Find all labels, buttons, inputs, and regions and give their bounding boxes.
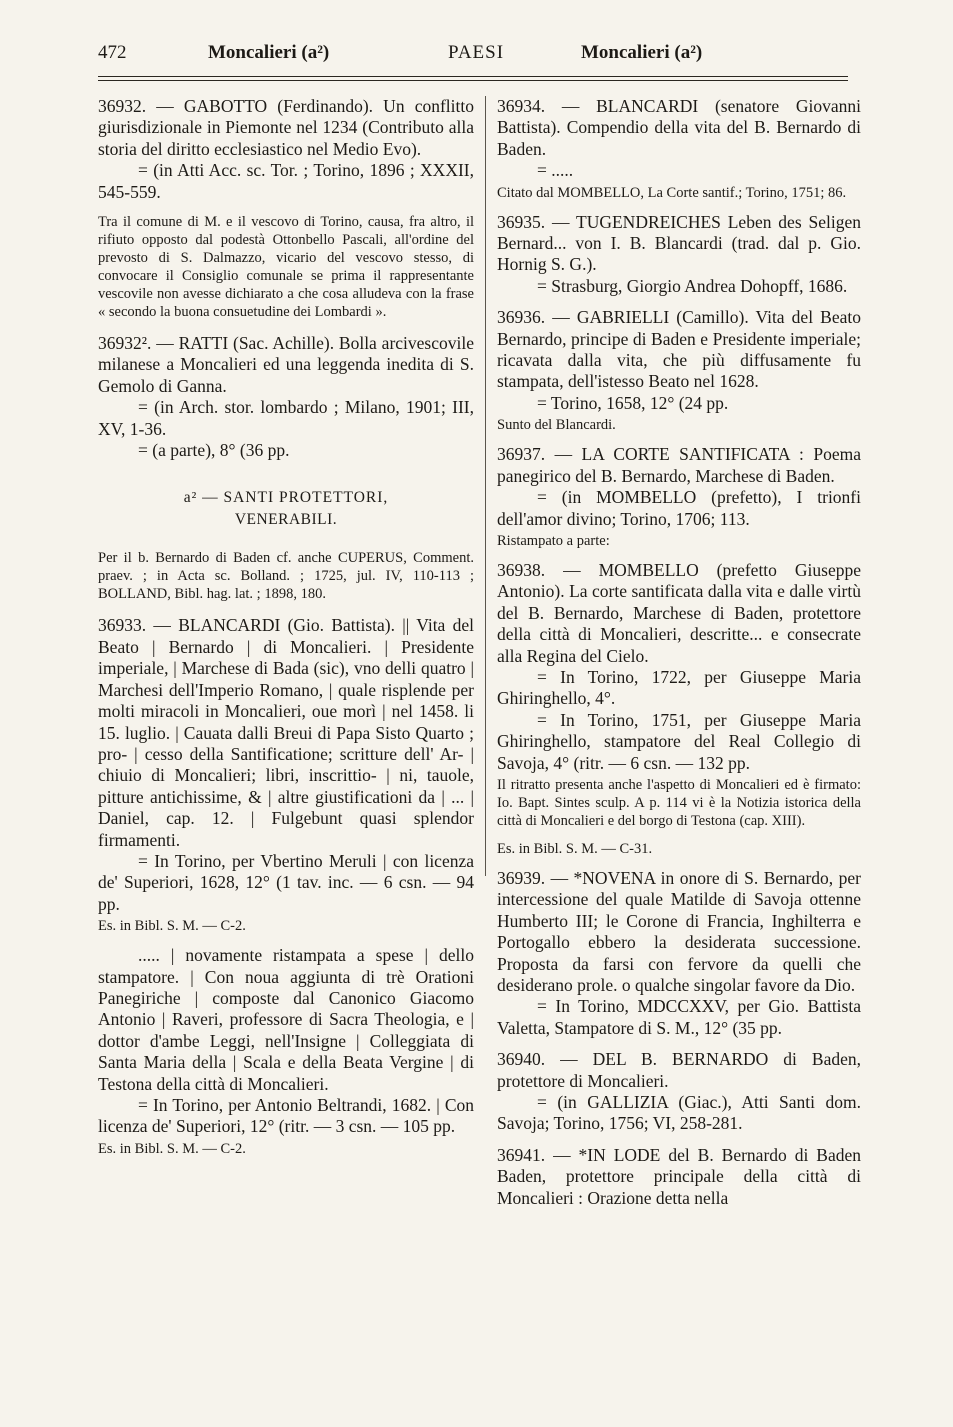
- entry-number: 36932.: [98, 96, 147, 116]
- entry-location: = Strasburg, Giorgio Andrea Dohopff, 1686.: [537, 275, 848, 296]
- entry-location: = (in Atti Acc. sc. Tor. ; Torino, 1896 ; XXXII, 545-559.: [98, 160, 474, 202]
- entry-text: — DEL B. BERNARDO di Baden, protettore di Moncalieri.: [497, 1049, 861, 1091]
- header-rule-second: [98, 80, 848, 81]
- entry-text: — *IN LODE del B. Bernardo di Baden Baden, protettore principale della città di Moncalieri : Orazione detta nella: [497, 1144, 861, 1208]
- header-rule: [98, 76, 848, 77]
- entry-text: ..... | novamente ristampata a spese | dello stampatore. | Con noua aggiunta di trè Orationi Panegiriche | composte dal Canonico Giacomo Antonio | Raveri, professore di Sacra Theologia, e | dottor d'ambe Leggi, nell'Insigne | Colleggiata di Santa Maria della | Scala e della Beata Vergine | di Testona della città di Moncalieri.: [98, 945, 474, 1094]
- entry-holding: Es. in Bibl. S. M. — C-2.: [98, 1140, 246, 1157]
- entry-text: — LA CORTE SANTIFICATA : Poema panegirico del B. Bernardo, Marchese di Baden.: [497, 444, 861, 486]
- section-heading: [98, 487, 474, 531]
- entry-location: = (in GALLIZIA (Giac.), Atti Santi dom. Savoja; Torino, 1756; VI, 258-281.: [497, 1092, 861, 1134]
- entry-number: 36932².: [98, 333, 152, 354]
- entry-text: — MOMBELLO (prefetto Giuseppe Antonio). La corte santificata dalla vita e dalle virtù del B. Bernardo, Marchese di Baden, protettore della città di Moncalieri, descritte... e consecrate alla Regina del Cielo.: [497, 559, 861, 666]
- entry-text: — GABOTTO (Ferdinando). Un conflitto giurisdizionale in Piemonte nel 1234 (Contributo alla storia del diritto ecclesiastico nel Medio Evo).: [98, 96, 474, 159]
- entry-number: 36937.: [497, 444, 546, 465]
- entry-36932-2: [98, 333, 474, 461]
- page-number: 472: [98, 42, 127, 63]
- left-column: [98, 96, 474, 1168]
- entry-36934: [497, 96, 861, 202]
- entry-location: = In Torino, per Vbertino Meruli | con licenza de' Superiori, 1628, 12° (1 tav. inc. — 6 csn. — 94 pp.: [98, 850, 474, 914]
- entry-36932: [98, 96, 474, 203]
- entry-location: = .....: [537, 160, 574, 181]
- entry-location: = In Torino, MDCCXXV, per Gio. Battista Valetta, Stampatore di S. M., 12° (35 pp.: [497, 996, 861, 1038]
- entry-36935: [497, 212, 861, 298]
- entry-note: Sunto del Blancardi.: [497, 417, 616, 434]
- entry-number: 36933.: [98, 615, 147, 636]
- entry-number: 36939.: [497, 867, 546, 888]
- column-divider: [485, 96, 486, 876]
- right-column: [497, 96, 861, 1219]
- entry-text: — RATTI (Sac. Achille). Bolla arcivescovile milanese a Moncalieri ed una leggenda inedita di S. Gemolo di Ganna.: [98, 333, 474, 396]
- entry-note: Citato dal MOMBELLO, La Corte santif.; Torino, 1751; 86.: [497, 184, 847, 201]
- entry-text: — TUGENDREICHES Leben des Seligen Bernard... von I. B. Blancardi (trad. dal p. Gio. Hornig S. G.).: [497, 211, 861, 275]
- entry-text: — *NOVENA in onore di S. Bernardo, per intercessione del quale Matilde di Savoja ottenne Humberto III; le Corone di Francia, Inghilterra e Portogallo ebbero la desiderata successione. Proposta da farsi con fervore da quelli che desiderano prole. o qualche singolar favore da Dio.: [497, 867, 861, 995]
- entry-number: 36936.: [497, 307, 546, 328]
- entry-36940: [497, 1049, 861, 1135]
- entry-location: = (in Arch. stor. lombardo ; Milano, 1901; III, XV, 1-36.: [98, 397, 474, 439]
- header-section: PAESI: [448, 42, 505, 63]
- entry-number: 36934.: [497, 96, 546, 116]
- entry-number: 36940.: [497, 1049, 546, 1070]
- entry-number: 36941.: [497, 1144, 546, 1165]
- entry-36936: [497, 307, 861, 434]
- entry-location: = Torino, 1658, 12° (24 pp.: [537, 392, 729, 413]
- running-header: [98, 38, 838, 70]
- header-right-title: Moncalieri (a²): [581, 42, 703, 63]
- entry-note: Ristampato a parte:: [497, 532, 610, 549]
- entry-number: 36938.: [497, 559, 546, 580]
- entry-36941: [497, 1145, 861, 1209]
- entry-36933-reprint: [98, 945, 474, 1158]
- entry-text: — BLANCARDI (Gio. Battista). || Vita del Beato | Bernardo | di Moncalieri. | Presidente imperiale, | Marchese di Bada (sic), vno delli quatro | Marchesi dell'Imperio Romano, | quale risplende per molti miracoli in Moncalieri, oue morì | nel 1458. li 15. luglio. | Cauata dalli Breui di Papa Sisto Quarto ; pro- | cesso della Santificatione; scritture dell' Ar- | chiuio di Moncalieri; libri, inscrittio- | ni, tauole, pitture antichissime, & | altre giustificationi da | ... | Daniel, cap. 12. | Fulgebunt quasi splendor firmamenti.: [98, 615, 474, 850]
- entry-36937: [497, 444, 861, 550]
- header-left-title: Moncalieri (a²): [208, 42, 330, 63]
- section-heading-line2: VENERABILI.: [234, 511, 338, 529]
- entry-holding: Es. in Bibl. S. M. — C-31.: [497, 840, 653, 857]
- entry-location-2: = In Torino, 1751, per Giuseppe Maria Ghiringhello, stampatore del Real Collegio di Savoja, 4° (ritr. — 6 csn. — 132 pp.: [497, 709, 861, 773]
- entry-location: = In Torino, per Antonio Beltrandi, 1682. | Con licenza de' Superiori, 12° (ritr. — 3 csn. — 105 pp.: [98, 1095, 474, 1137]
- section-note: Per il b. Bernardo di Baden cf. anche CUPERUS, Comment. praev. ; in Acta sc. Bolland. ; 1725, jul. IV, 110-113 ; BOLLAND, Bibl. hag. lat. ; 1898, 180.: [98, 550, 474, 603]
- entry-location-2: = (a parte), 8° (36 pp.: [138, 440, 290, 461]
- entry-text: — BLANCARDI (senatore Giovanni Battista). Compendio della vita del B. Bernardo di Baden.: [497, 96, 861, 159]
- entry-location: = In Torino, 1722, per Giuseppe Maria Ghiringhello, 4°.: [497, 666, 861, 709]
- entry-36933: [98, 615, 474, 935]
- entry-text: — GABRIELLI (Camillo). Vita del Beato Bernardo, principe di Baden e Presidente imperiale; ricavata dalla vita, che più diffusamente fu stampata, dell'istesso Beato nel 1628.: [497, 307, 861, 392]
- entry-holding: Es. in Bibl. S. M. — C-2.: [98, 918, 246, 935]
- entry-note: Il ritratto presenta anche l'aspetto di Moncalieri ed è firmato: Io. Bapt. Sintes sculp. A p. 114 vi è la Notizia istorica della città di Moncalieri e del borgo di Testona (cap. XIII).: [497, 776, 861, 829]
- entry-36938: [497, 560, 861, 858]
- section-heading-line1: a² — SANTI PROTETTORI,: [183, 489, 389, 507]
- entry-number: 36935.: [497, 211, 546, 232]
- entry-location: = (in MOMBELLO (prefetto), I trionfi dell'amor divino; Torino, 1706; 113.: [497, 487, 861, 529]
- entry-36939: [497, 868, 861, 1039]
- entry-note: Tra il comune di M. e il vescovo di Torino, causa, fra altro, il rifiuto opposto dal podestà Ottonbello Pascali, all'ordine del prevosto di S. Dalmazzo, vicario del vescovo stesso, di convocare il Consiglio comunale se prima il rappresentante vescovile non avesse dichiarato a che cosa alludeva con la frase « secondo la buona consuetudine dei Lombardi ».: [98, 214, 474, 321]
